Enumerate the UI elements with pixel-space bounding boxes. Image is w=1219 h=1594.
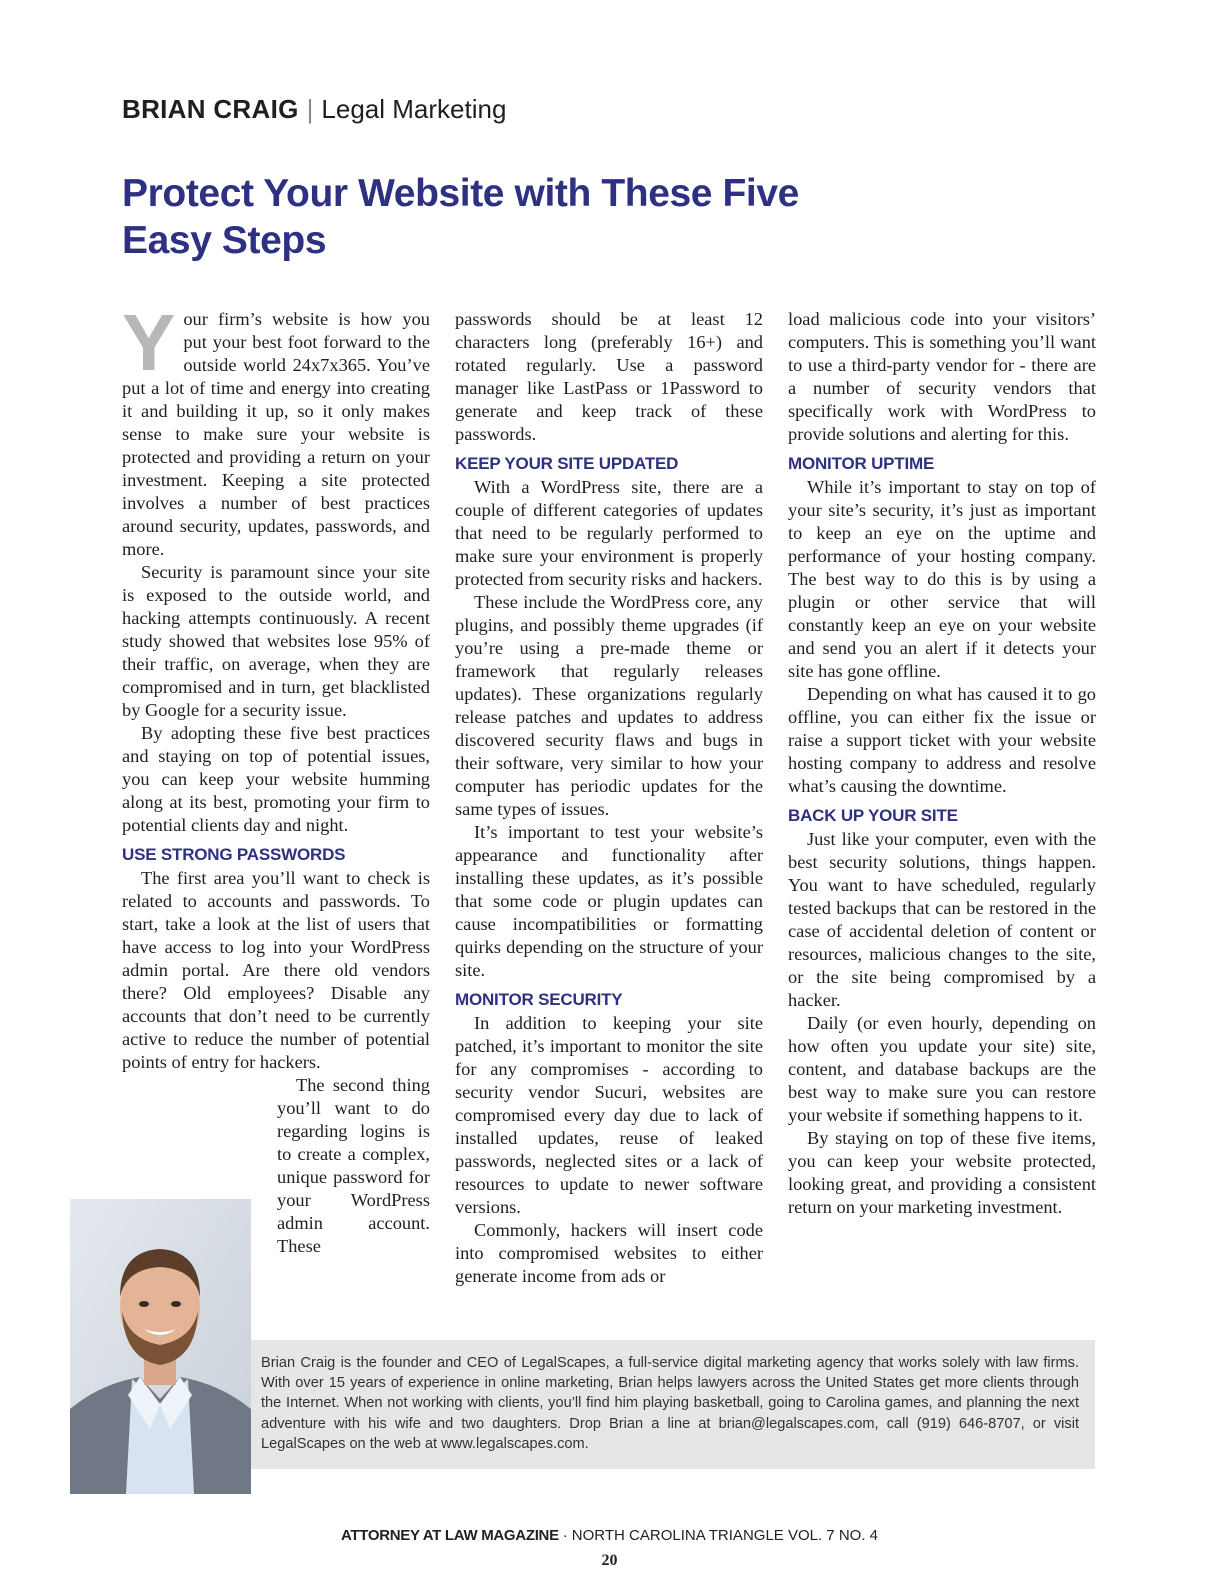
paragraph: In addition to keeping your site patched, it’s important to monitor the site for any compromises - according to security vendor Sucuri, websites are compromised every day due to lack of installed updates, reuse of leaked passwords, neglected sites or a lack of resources to update to newer software versions. [455, 1013, 763, 1217]
paragraph: Depending on what has caused it to go offline, you can either fix the issue or raise a support ticket with your website hosting company to address and resolve what’s causing the downtime. [788, 684, 1096, 796]
paragraph: Commonly, hackers will insert code into compromised websites to either generate income from ads or [455, 1220, 763, 1286]
intro-text: our firm’s website is how you put your best foot forward to the outside world 24x7x365. You’ve put a lot of time and energy into creating it and building it up, so it only makes sense to make sure your website is protected and providing a return on your investment. Keeping a site protected involves a number of best practices around security, updates, passwords, and more. [122, 309, 430, 559]
byline [122, 94, 506, 125]
section-heading-passwords: USE STRONG PASSWORDS [122, 845, 346, 864]
paragraph: It’s important to test your website’s appearance and functionality after installing these updates, as it’s possible that some code or plugin updates can cause incompatibilities or formatting quirks depending on the structure of your site. [455, 822, 763, 980]
section-heading-backup: BACK UP YOUR SITE [788, 806, 958, 825]
paragraph: By adopting these five best practices and staying on top of potential issues, you can keep your website humming along at its best, promoting your firm to potential clients day and night. [122, 723, 430, 835]
paragraph: Daily (or even hourly, depending on how often you update your site) site, content, and database backups are the best way to make sure you can restore your website if something happens to it. [788, 1013, 1096, 1125]
paragraph: load malicious code into your visitors’ computers. This is something you’ll want to use a third-party vendor for - there are a number of security vendors that specifically work with WordPress to provide solutions and alerting for this. [788, 309, 1096, 444]
edition-info: NORTH CAROLINA TRIANGLE VOL. 7 NO. 4 [571, 1527, 878, 1544]
author-photo [70, 1199, 251, 1494]
paragraph-text: The second thing you’ll want to do regarding logins is to create a complex, unique password for your WordPress admin account. These [277, 1075, 430, 1256]
magazine-name: ATTORNEY AT LAW MAGAZINE [341, 1527, 559, 1544]
author-bio-box [251, 1340, 1095, 1469]
paragraph: Security is paramount since your site is exposed to the outside world, and hacking attempts continuously. A recent study showed that websites lose 95% of their traffic, on average, when they are compromised and in turn, get blacklisted by Google for a security issue. [122, 562, 430, 720]
author-name: BRIAN CRAIG [122, 94, 299, 124]
article-column-2 [455, 308, 763, 1288]
page-number: 20 [601, 1552, 618, 1569]
section-heading-security: MONITOR SECURITY [455, 990, 623, 1009]
section-heading-updates: KEEP YOUR SITE UPDATED [455, 454, 679, 473]
article-title: Protect Your Website with These Five Easy Steps [122, 172, 799, 262]
article-column-3 [788, 308, 1096, 1219]
drop-cap: Y [122, 298, 176, 387]
paragraph: The first area you’ll want to check is related to accounts and passwords. To start, take a look at the list of users that have access to log into your WordPress admin portal. Are there old vendors there? Old employees? Disable any accounts that don’t need to be currently active to reduce the number of potential points of entry for hackers. [122, 868, 430, 1072]
author-portrait-illustration [70, 1199, 251, 1494]
intro-paragraph [122, 298, 430, 561]
page-footer [0, 1527, 1219, 1544]
paragraph: passwords should be at least 12 characters long (preferably 16+) and rotated regularly. Use a password manager like LastPass or 1Password to generate and keep track of these passwords. [455, 309, 763, 444]
section-heading-uptime: MONITOR UPTIME [788, 454, 935, 473]
paragraph: While it’s important to stay on top of your site’s security, it’s just as important to keep an eye on the uptime and performance of your hosting company. The best way to do this is by using a plugin or other service that will constantly keep an eye on your website and send you an alert if it detects your site has gone offline. [788, 477, 1096, 681]
section-name: Legal Marketing [321, 94, 507, 124]
footer-dot: · [562, 1527, 568, 1544]
author-bio: Brian Craig is the founder and CEO of LegalScapes, a full-service digital marketing agency that works solely with law firms. With over 15 years of experience in online marketing, Brian helps lawyers across the United States get more clients through the Internet. When not working with clients, you’ll find him playing basketball, going to Carolina games, and planning the next adventure with his wife and two daughters. Drop Brian a line at brian@legalscapes.com, call (919) 646-8707, or visit LegalScapes on the web at www.legalscapes.com. [261, 1355, 1079, 1452]
paragraph: Just like your computer, even with the best security solutions, things happen. You want to have scheduled, regularly tested backups that can be restored in the case of accidental deletion of content or resources, malicious changes to the site, or the site being compromised by a hacker. [788, 829, 1096, 1010]
byline-separator: | [306, 94, 314, 124]
paragraph: These include the WordPress core, any plugins, and possibly theme upgrades (if you’re using a pre-made theme or framework that regularly releases updates). These organizations regularly release patches and updates to address discovered security flaws and bugs in their software, very similar to how your computer has periodic updates for the same types of issues. [455, 592, 763, 819]
paragraph: With a WordPress site, there are a couple of different categories of updates that need to be regularly performed to make sure your environment is properly protected from security risks and hackers. [455, 477, 763, 589]
article-column-1 [122, 298, 430, 1258]
paragraph: By staying on top of these five items, you can keep your website protected, looking great, and providing a consistent return on your marketing investment. [788, 1128, 1096, 1217]
